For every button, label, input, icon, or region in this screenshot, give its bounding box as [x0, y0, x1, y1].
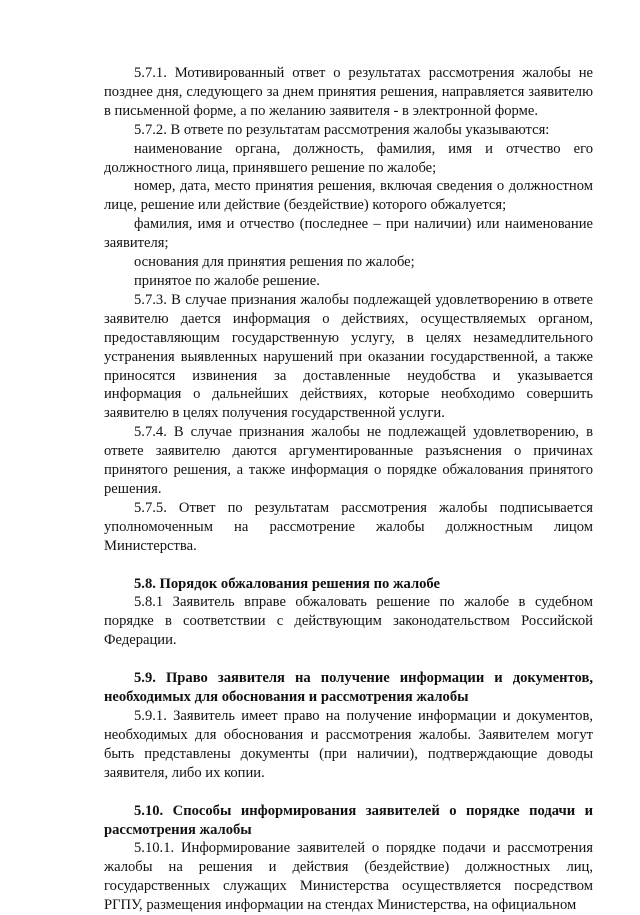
paragraph-5-7-1: 5.7.1. Мотивированный ответ о результатах рассмотрения жалобы не позднее дня, следующего за днем принятия решения, направляется заявителю в письменной форме, а по желанию заявителя - в электронной форме.: [104, 65, 593, 119]
paragraph-5-7-3: 5.7.3. В случае признания жалобы подлежащей удовлетворению в ответе заявителю дается информация о действиях, осуществляемых органом, предоставляющим государственную услугу, в целях незамедлительного устранения выявленных нарушений при оказании государственной, а также приносятся извинения за доставленные неудобства и указывается информация о дальнейших действиях, которые необходимо совершить заявителю в целях получения государственной услуги.: [104, 291, 593, 422]
document-page: [104, 64, 593, 915]
paragraph-5-9-1: 5.9.1. Заявитель имеет право на получение информации и документов, необходимых для обоснования и рассмотрения жалобы. Заявителем могут быть представлены документы (при наличии), подтверждающие доводы заявителя, либо их копии.: [104, 708, 593, 781]
list-item-decision-number: номер, дата, место принятия решения, включая сведения о должностном лице, решение или действие (бездействие) которого обжалуется;: [104, 178, 593, 214]
section-spacer: [104, 783, 593, 802]
list-item-organ-name: наименование органа, должность, фамилия, имя и отчество его должностного лица, принявшего решение по жалобе;: [104, 140, 593, 176]
paragraph-5-7-5: 5.7.5. Ответ по результатам рассмотрения жалобы подписывается уполномоченным на рассмотрение жалобы должностным лицом Министерства.: [104, 499, 593, 554]
paragraph-5-7-2: 5.7.2. В ответе по результатам рассмотрения жалобы указываются:: [134, 121, 550, 138]
section-spacer: [104, 650, 593, 669]
section-heading-5-9: 5.9. Право заявителя на получение информации и документов, необходимых для обоснования и рассмотрения жалобы: [104, 670, 593, 706]
paragraph-5-10-1: 5.10.1. Информирование заявителей о порядке подачи и рассмотрения жалобы на решения и действия (бездействие) должностных лиц, государственных служащих Министерства осуществляется посредством РГПУ, размещения информации на стендах Министерства, на официальном: [104, 840, 593, 914]
paragraph-5-7-4: 5.7.4. В случае признания жалобы не подлежащей удовлетворению, в ответе заявителю даются аргументированные разъяснения о причинах принятого решения, а также информация о порядке обжалования принятого решения.: [104, 424, 593, 497]
section-heading-5-10: 5.10. Способы информирования заявителей о порядке подачи и рассмотрения жалобы: [104, 802, 593, 838]
list-item-decision: принятое по жалобе решение.: [134, 272, 320, 289]
paragraph-5-8-1: 5.8.1 Заявитель вправе обжаловать решение по жалобе в судебном порядке в соответствии с действующим законодательством Российской Федерации.: [104, 594, 593, 649]
section-heading-5-8: 5.8. Порядок обжалования решения по жалобе: [134, 575, 441, 592]
section-spacer: [104, 556, 593, 575]
list-item-applicant-name: фамилия, имя и отчество (последнее – при наличии) или наименование заявителя;: [104, 216, 593, 252]
list-item-grounds: основания для принятия решения по жалобе;: [134, 254, 415, 271]
